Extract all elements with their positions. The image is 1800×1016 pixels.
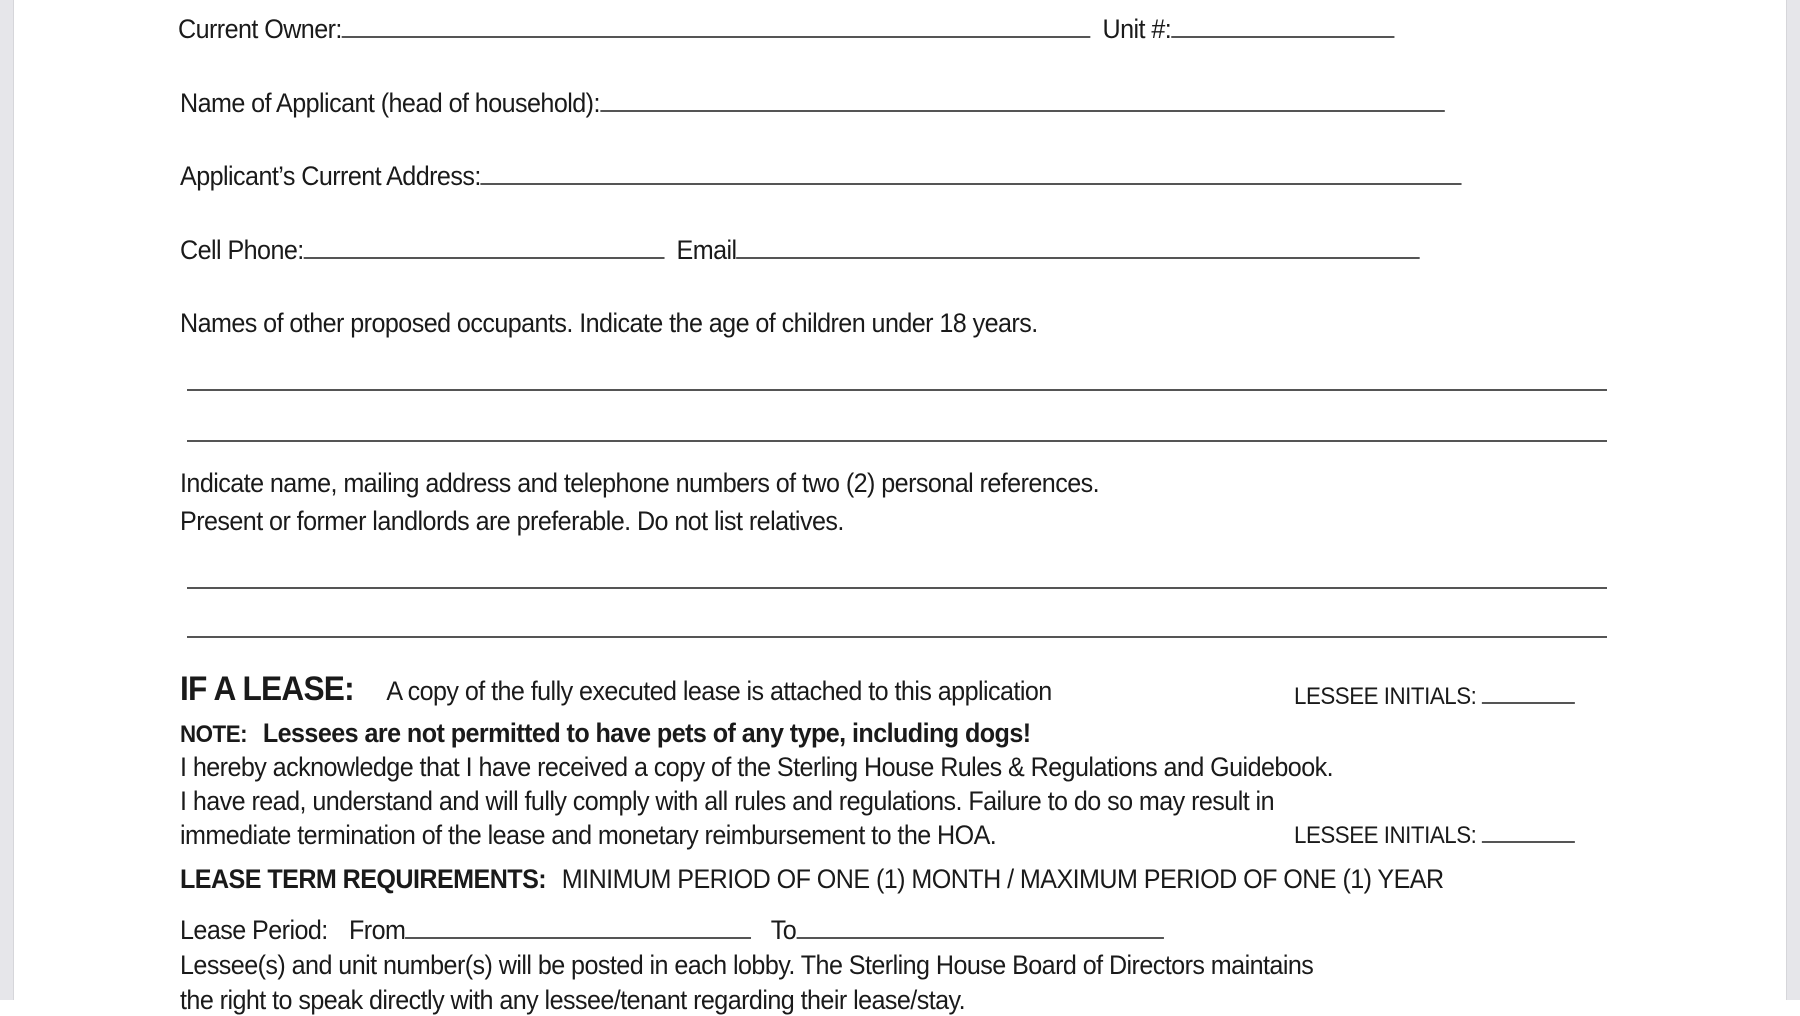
current-owner-label: Current Owner: [178,14,342,44]
lease-initials-row-1 [1294,681,1575,713]
lease-copy-statement: A copy of the fully executed lease is attached to this application [386,676,1052,706]
lease-term-text: MINIMUM PERIOD OF ONE (1) MONTH / MAXIMUM PERIOD OF ONE (1) YEAR [561,864,1444,894]
lease-from-field[interactable] [405,915,751,939]
occupants-line-2[interactable] [187,440,1607,442]
right-scroll-edge[interactable] [1786,0,1800,1000]
lessee-initials-field-2[interactable] [1482,823,1575,843]
lease-period-row [180,914,1164,946]
lease-period-label: Lease Period: [180,915,328,945]
posting-line-2: the right to speak directly with any lessee/tenant regarding their lease/stay. [180,985,966,1015]
current-owner-row [178,13,1394,45]
lessee-initials-label-2: LESSEE INITIALS: [1294,822,1477,849]
applicant-name-field[interactable] [600,88,1444,112]
unit-label: Unit #: [1102,14,1172,44]
lessee-initials-label-1: LESSEE INITIALS: [1294,683,1477,710]
current-owner-field[interactable] [342,14,1091,38]
references-line-2[interactable] [187,636,1607,638]
email-field[interactable] [737,235,1421,259]
lease-heading: IF A LEASE: [180,670,354,708]
lease-heading-row [180,670,1052,708]
cell-phone-label: Cell Phone: [180,235,304,265]
applicant-name-row [180,87,1444,119]
lease-term-row [180,863,1444,895]
references-line-1[interactable] [187,587,1607,589]
applicant-address-field[interactable] [481,161,1462,185]
document-page [14,0,1786,1015]
ack-line-1: I hereby acknowledge that I have received a copy of the Sterling House Rules & Regulations and Guidebook. [180,752,1334,782]
references-instruction-1: Indicate name, mailing address and telephone numbers of two (2) personal references. [180,468,1100,498]
left-scroll-edge [0,0,14,1000]
ack-line-3: immediate termination of the lease and monetary reimbursement to the HOA. [180,820,997,850]
lease-term-label: LEASE TERM REQUIREMENTS: [180,864,547,894]
applicant-address-label: Applicant’s Current Address: [180,161,481,191]
cell-phone-field[interactable] [304,235,665,259]
note-label: NOTE: [180,721,248,748]
email-label: Email [676,235,737,265]
from-label: From [349,915,406,945]
contact-row [180,234,1420,266]
ack-line-2: I have read, understand and will fully comply with all rules and regulations. Failure to do so may result in [180,786,1274,816]
lease-to-field[interactable] [796,915,1163,939]
applicant-address-row [180,160,1462,192]
unit-field[interactable] [1171,14,1394,38]
note-row [180,717,1031,751]
occupants-instruction: Names of other proposed occupants. Indicate the age of children under 18 years. [180,308,1038,338]
lessee-initials-field-1[interactable] [1482,684,1575,704]
lease-initials-row-2 [1294,820,1575,852]
references-instruction-2: Present or former landlords are preferable. Do not list relatives. [180,506,844,536]
occupants-line-1[interactable] [187,389,1607,391]
note-text: Lessees are not permitted to have pets of any type, including dogs! [262,718,1031,748]
to-label: To [770,915,797,945]
applicant-name-label: Name of Applicant (head of household): [180,88,600,118]
posting-line-1: Lessee(s) and unit number(s) will be posted in each lobby. The Sterling House Board of Directors maintains [180,950,1314,980]
